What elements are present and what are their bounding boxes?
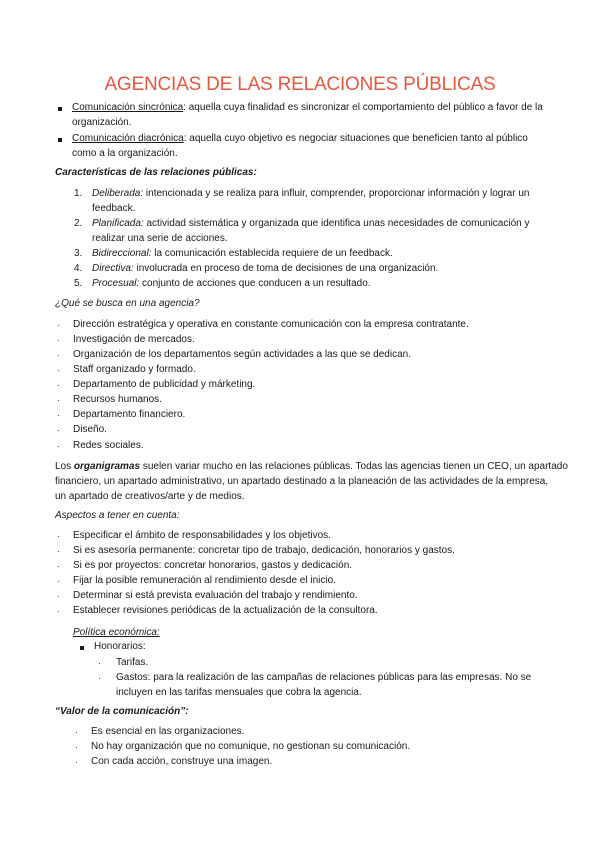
list-item: Fijar la posible remuneración al rendimiento desde el inicio. [73, 575, 336, 586]
dot-bullet-icon: · [57, 606, 60, 616]
list-number: 5. [74, 278, 83, 289]
dot-bullet-icon: · [57, 410, 60, 420]
list-item: Departamento financiero. [73, 409, 186, 420]
term: Directiva: [92, 263, 134, 274]
list-item: Staff organizado y formado. [73, 364, 196, 375]
list-item-honorarios: Honorarios: [94, 641, 146, 652]
term: Bidireccional: [92, 248, 152, 259]
list-item: Departamento de publicidad y márketing. [73, 379, 256, 390]
definition-text: : aquella cuyo objetivo es negociar situaciones que beneficien tanto al público [183, 133, 528, 144]
list-item: Especificar el ámbito de responsabilidades y los objetivos. [73, 530, 331, 541]
paragraph-line: financiero, un apartado administrativo, un apartado destinado a la planeación de las actividades de la empresa, [55, 476, 549, 487]
dot-bullet-icon: · [57, 365, 60, 375]
dot-bullet-icon: · [57, 441, 60, 451]
list-item: Establecer revisiones periódicas de la actualización de la consultora. [73, 605, 378, 616]
square-bullet-icon [80, 646, 84, 650]
term: Comunicación sincrónica [72, 102, 184, 113]
dot-bullet-icon: · [57, 395, 60, 405]
dot-bullet-icon: · [57, 425, 60, 435]
section-heading-aspectos: Aspectos a tener en cuenta: [55, 510, 180, 521]
list-item [92, 263, 438, 275]
paragraph-text: suelen variar mucho en las relaciones públicas. Todas las agencias tienen un CEO, un apartado [140, 461, 568, 472]
dot-bullet-icon: · [98, 658, 101, 668]
definition-continuation: como a la organización. [72, 148, 178, 159]
dot-bullet-icon: · [57, 335, 60, 345]
list-item: Investigación de mercados. [73, 334, 195, 345]
item-text: involucrada en proceso de toma de decisiones de una organización. [133, 263, 439, 274]
list-item-continuation: realizar una serie de acciones. [92, 233, 228, 244]
definition-sincronica [72, 102, 543, 114]
list-number: 3. [74, 248, 83, 259]
dot-bullet-icon: · [57, 350, 60, 360]
list-item: Organización de los departamentos según actividades a las que se dedican. [73, 349, 411, 360]
list-item: Es esencial en las organizaciones. [91, 726, 245, 737]
list-item [92, 188, 529, 200]
item-text: actividad sistemática y organizada que identifica unas necesidades de comunicación y [143, 218, 530, 229]
list-item: Con cada acción, construye una imagen. [91, 756, 273, 767]
item-text: la comunicación establecida requiere de un feedback. [151, 248, 393, 259]
definition-text: : aquella cuya finalidad es sincronizar el comportamiento del público a favor de la [183, 102, 543, 113]
page-title: AGENCIAS DE LAS RELACIONES PÚBLICAS [104, 74, 496, 95]
list-item: Si es por proyectos: concretar honorarios, gastos y dedicación. [73, 560, 353, 571]
list-item: Si es asesoría permanente: concretar tipo de trabajo, dedicación, honorarios y gastos. [73, 545, 455, 556]
dot-bullet-icon: · [57, 531, 60, 541]
list-item-continuation: feedback. [92, 203, 136, 214]
list-item-tarifas: Tarifas. [116, 657, 149, 668]
square-bullet-icon [58, 138, 62, 142]
section-heading-valor: “Valor de la comunicación”: [55, 706, 189, 717]
square-bullet-icon [58, 107, 62, 111]
list-number: 4. [74, 263, 83, 274]
term: organigramas [73, 461, 141, 472]
term: Procesual: [92, 278, 140, 289]
paragraph-line: un apartado de creativos/arte y de medios. [55, 491, 245, 502]
item-text: conjunto de acciones que conducen a un resultado. [139, 278, 371, 289]
list-item: Recursos humanos. [73, 394, 162, 405]
list-item [92, 218, 529, 230]
list-item [92, 248, 393, 260]
definition-diacronica [72, 133, 528, 145]
list-item [92, 278, 371, 290]
list-number: 1. [74, 188, 83, 199]
term: Planificada: [92, 218, 144, 229]
dot-bullet-icon: · [57, 591, 60, 601]
section-heading-busca: ¿Qué se busca en una agencia? [55, 298, 200, 309]
section-heading-caracteristicas: Características de las relaciones públicas: [55, 167, 257, 178]
list-item: Diseño. [73, 424, 107, 435]
list-item: Dirección estratégica y operativa en constante comunicación con la empresa contratante. [73, 319, 469, 330]
list-item-gastos: Gastos: para la realización de las campañas de relaciones públicas para las empresas. No se [116, 672, 532, 683]
definition-continuation: organización. [72, 117, 132, 128]
dot-bullet-icon: · [75, 727, 78, 737]
paragraph-text: Los [55, 461, 74, 472]
dot-bullet-icon: · [57, 320, 60, 330]
dot-bullet-icon: · [75, 742, 78, 752]
dot-bullet-icon: · [57, 546, 60, 556]
list-item-continuation: incluyen en las tarifas mensuales que cobra la agencia. [116, 687, 362, 698]
list-item: Determinar si está prevista evaluación del trabajo y rendimiento. [73, 590, 358, 601]
term: Comunicación diacrónica [72, 133, 184, 144]
dot-bullet-icon: · [57, 380, 60, 390]
list-item: No hay organización que no comunique, no gestionan su comunicación. [91, 741, 411, 752]
dot-bullet-icon: · [57, 561, 60, 571]
list-number: 2. [74, 218, 83, 229]
dot-bullet-icon: · [57, 576, 60, 586]
term: Deliberada: [92, 188, 144, 199]
paragraph-organigramas [55, 461, 568, 473]
list-item: Redes sociales. [73, 440, 144, 451]
dot-bullet-icon: · [98, 673, 101, 683]
item-text: intencionada y se realiza para influir, comprender, proporcionar información y lograr un [143, 188, 530, 199]
section-heading-politica: Política económica: [73, 627, 160, 638]
dot-bullet-icon: · [75, 757, 78, 767]
